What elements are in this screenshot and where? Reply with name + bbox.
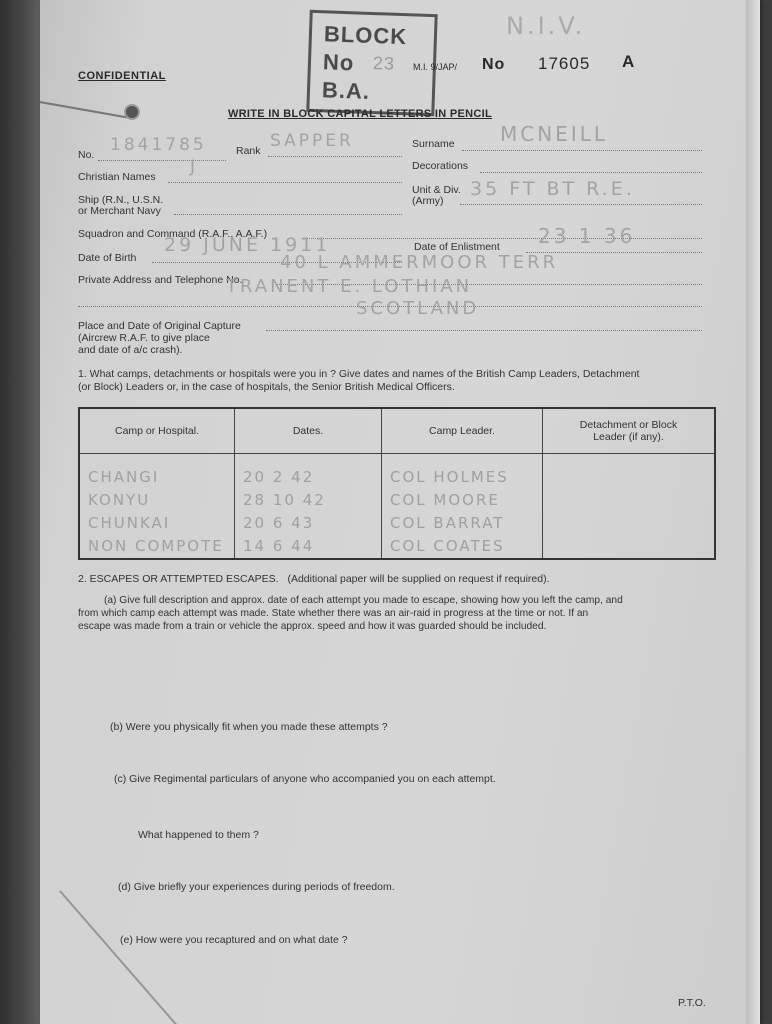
section1-question: 1. What camps, detachments or hospitals were you in ? Give dates and names of the British Camp Leaders, Detachment (78, 368, 640, 380)
section2-title (78, 572, 550, 586)
address-value-1: 40 L AMMERMOOR TERR (280, 252, 559, 273)
stamp-ba: B.A. (321, 77, 371, 104)
section2-a-line3: escape was made from a train or vehicle the approx. speed and how it was guarded should be included. (78, 621, 547, 632)
squadron-label: Squadron and Command (R.A.F., A.A.F.) (78, 228, 268, 240)
dob-label: Date of Birth (78, 252, 137, 264)
capture-label-3: and date of a/c crash). (78, 344, 183, 356)
dates-row-1: 20 2 42 (243, 468, 315, 486)
camp-row-3: CHUNKAI (88, 514, 171, 532)
rank-label: Rank (236, 145, 261, 157)
confidential-label: CONFIDENTIAL (78, 70, 166, 82)
number-label: No (482, 56, 506, 73)
dates-row-2: 28 10 42 (243, 491, 326, 509)
surname-label: Surname (412, 138, 455, 150)
surname-value: MCNEILL (500, 122, 609, 146)
capture-label: Place and Date of Original Capture (78, 320, 241, 332)
enlistment-label: Date of Enlistment (414, 241, 500, 253)
detachment-row-4 (551, 535, 710, 558)
dates-row-3: 20 6 43 (243, 514, 315, 532)
leader-row-1: COL HOLMES (390, 468, 509, 486)
leader-row-2: COL MOORE (390, 491, 500, 509)
ship-line (174, 214, 402, 215)
section2-c: (c) Give Regimental particulars of anyone who accompanied you on each attempt. (114, 773, 496, 785)
section2-c2: What happened to them ? (138, 829, 259, 841)
ship-label: Ship (R.N., U.S.N. (78, 194, 164, 206)
section2-a-line2: from which camp each attempt was made. State whether there was an air-raid in progress at the time or not. If an (78, 608, 589, 619)
camp-row-2: KONYU (88, 491, 151, 509)
corner-handwriting: N.I.V. (506, 12, 586, 40)
christian-names-label: Christian Names (78, 171, 156, 183)
unit-line (460, 204, 702, 205)
pto-label: P.T.O. (678, 997, 706, 1009)
no-line (98, 160, 226, 161)
header-dates: Dates. (235, 408, 382, 454)
squadron-line (302, 238, 702, 239)
christian-names-value: J (190, 157, 199, 177)
dob-value: 29 JUNE 1911 (164, 234, 331, 256)
camp-row-1: CHANGI (88, 468, 160, 486)
surname-line (462, 150, 702, 151)
camp-row-4: NON COMPOTE (88, 537, 224, 555)
christian-names-line (168, 182, 402, 183)
section2-e: (e) How were you recaptured and on what date ? (120, 934, 348, 946)
stamp-block: BLOCK (323, 21, 408, 50)
decorations-line (480, 172, 702, 173)
unit-label-2: (Army) (412, 195, 444, 207)
dates-row-4: 14 6 44 (243, 537, 315, 555)
leader-row-3: COL BARRAT (390, 514, 505, 532)
header-detachment-line2: Leader (if any). (593, 431, 664, 443)
instruction-heading: WRITE IN BLOCK CAPITAL LETTERS IN PENCIL (228, 108, 492, 120)
capture-label-2: (Aircrew R.A.F. to give place (78, 332, 210, 344)
section2-d: (d) Give briefly your experiences during periods of freedom. (118, 881, 395, 893)
detachment-row-2 (551, 489, 710, 512)
section2-a-line1: (a) Give full description and approx. date of each attempt you made to escape, showing how you left the camp, and (104, 595, 623, 606)
page-edge (746, 0, 760, 1024)
form-reference: M.I. 9/JAP/ (413, 62, 458, 72)
unit-value: 35 FT BT R.E. (470, 178, 635, 200)
detachment-row-3 (551, 512, 710, 535)
no-value: 1841785 (110, 135, 207, 155)
leader-row-4: COL COATES (390, 537, 505, 555)
header-camp: Camp or Hospital. (79, 408, 235, 454)
page-fold (59, 890, 185, 1024)
header-leader: Camp Leader. (382, 408, 543, 454)
rank-value: SAPPER (270, 131, 354, 151)
form-page (40, 0, 760, 1024)
form-suffix: A (622, 52, 636, 71)
section2-b: (b) Were you physically fit when you made these attempts ? (110, 721, 388, 733)
address-value-3: SCOTLAND (356, 298, 480, 319)
section2-title-note: (Additional paper will be supplied on request if required). (287, 573, 550, 585)
dates-column (235, 454, 382, 560)
section2-title-text: 2. ESCAPES OR ATTEMPTED ESCAPES. (78, 573, 279, 585)
camp-column (79, 454, 235, 560)
punch-hole (124, 104, 140, 120)
detachment-row-1 (551, 466, 710, 489)
decorations-label: Decorations (412, 160, 469, 172)
leader-column (382, 454, 543, 560)
detachment-column (543, 454, 716, 560)
ship-label-2: or Merchant Navy (78, 205, 161, 217)
stamp-no: No (322, 49, 355, 76)
binding-string (40, 94, 134, 120)
rank-line (268, 156, 402, 157)
unit-label: Unit & Div. (412, 184, 461, 196)
header-detachment (543, 408, 716, 454)
capture-line (266, 330, 702, 331)
form-number: 17605 (538, 54, 591, 73)
enlistment-value: 23 1 36 (538, 224, 636, 248)
address-label: Private Address and Telephone No. (78, 274, 243, 286)
header-detachment-line1: Detachment or Block (579, 419, 678, 431)
no-label: No. (78, 149, 95, 161)
stamp-number: 23 (372, 53, 396, 74)
camps-table (78, 407, 716, 560)
address-value-2: TRANENT E. LOTHIAN (226, 276, 473, 297)
section1-question-2: (or Block) Leaders or, in the case of hospitals, the Senior British Medical Officers. (78, 381, 455, 393)
